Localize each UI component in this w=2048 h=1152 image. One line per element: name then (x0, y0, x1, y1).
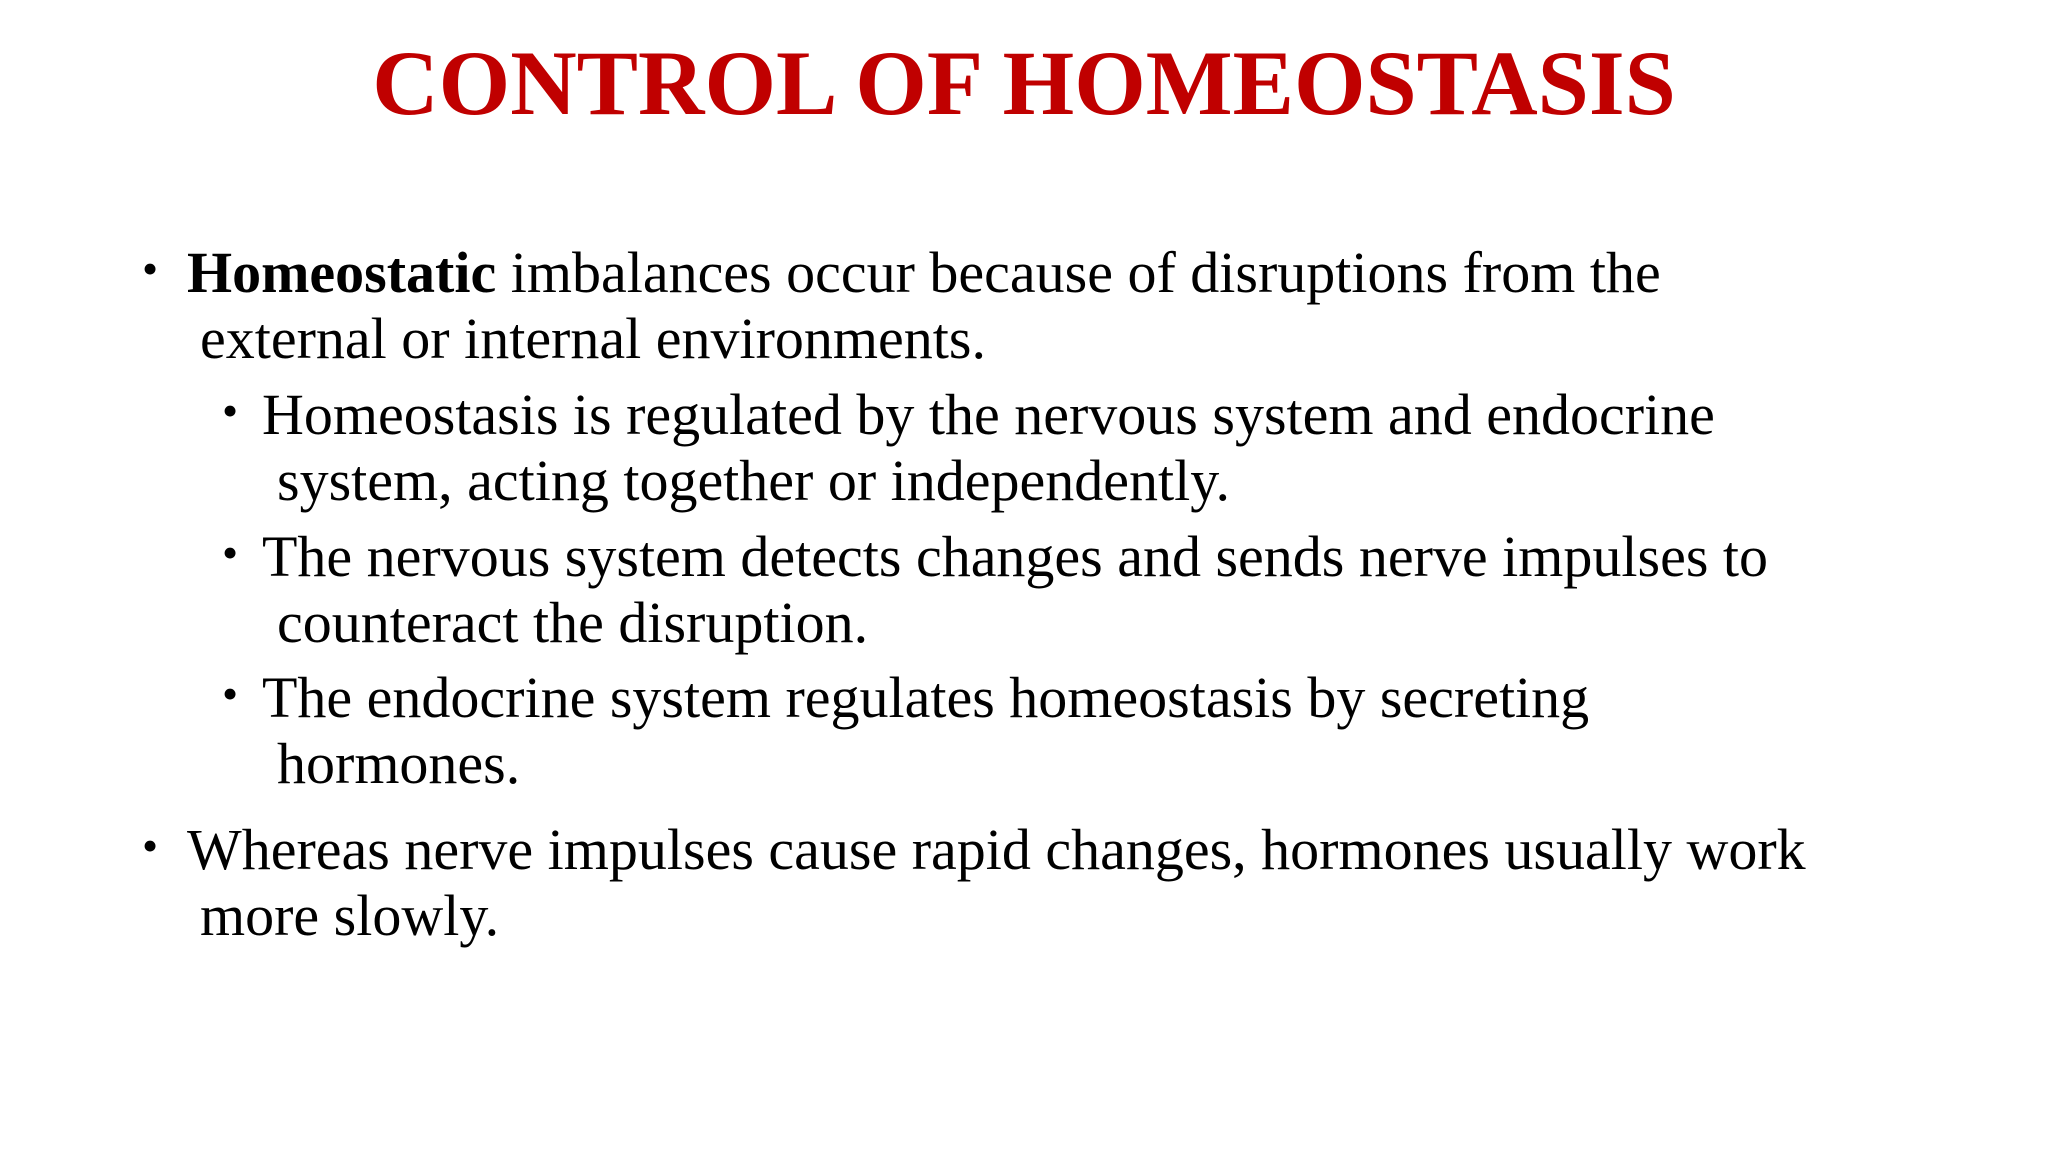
bullet-line-1: The endocrine system regulates homeostasis by secreting (262, 665, 1590, 730)
slide-title: CONTROL OF HOMEOSTASIS (372, 32, 1676, 134)
bullet-line-2: external or internal environments. (200, 306, 986, 371)
bullet-line-1: Whereas nerve impulses cause rapid changes, hormones usually work (187, 817, 1806, 882)
bullet-item-4 (222, 665, 1957, 797)
bold-lead-text: Homeostatic (187, 240, 497, 305)
bullet-dot: • (222, 668, 239, 719)
bullet-item-3 (222, 524, 1957, 656)
bullet-line-1 (187, 240, 1920, 306)
bullet-dot: • (222, 385, 239, 436)
bullet-text: imbalances occur because of disruptions from the (496, 240, 1661, 305)
bullet-line-2: more slowly. (200, 883, 500, 948)
bullet-item-5 (142, 817, 1920, 949)
bullet-item-1 (142, 240, 1920, 372)
bullet-item-2 (222, 382, 1957, 514)
bullet-dot: • (222, 527, 239, 578)
bullet-line-2: counteract the disruption. (277, 590, 869, 655)
bullet-dot: • (142, 820, 159, 871)
bullet-line-2: system, acting together or independently. (277, 448, 1230, 513)
bullet-dot: • (142, 243, 159, 294)
bullet-line-2: hormones. (277, 731, 521, 796)
bullet-line-1: Homeostasis is regulated by the nervous system and endocrine (262, 382, 1715, 447)
bullet-line-1: The nervous system detects changes and sends nerve impulses to (262, 524, 1769, 589)
